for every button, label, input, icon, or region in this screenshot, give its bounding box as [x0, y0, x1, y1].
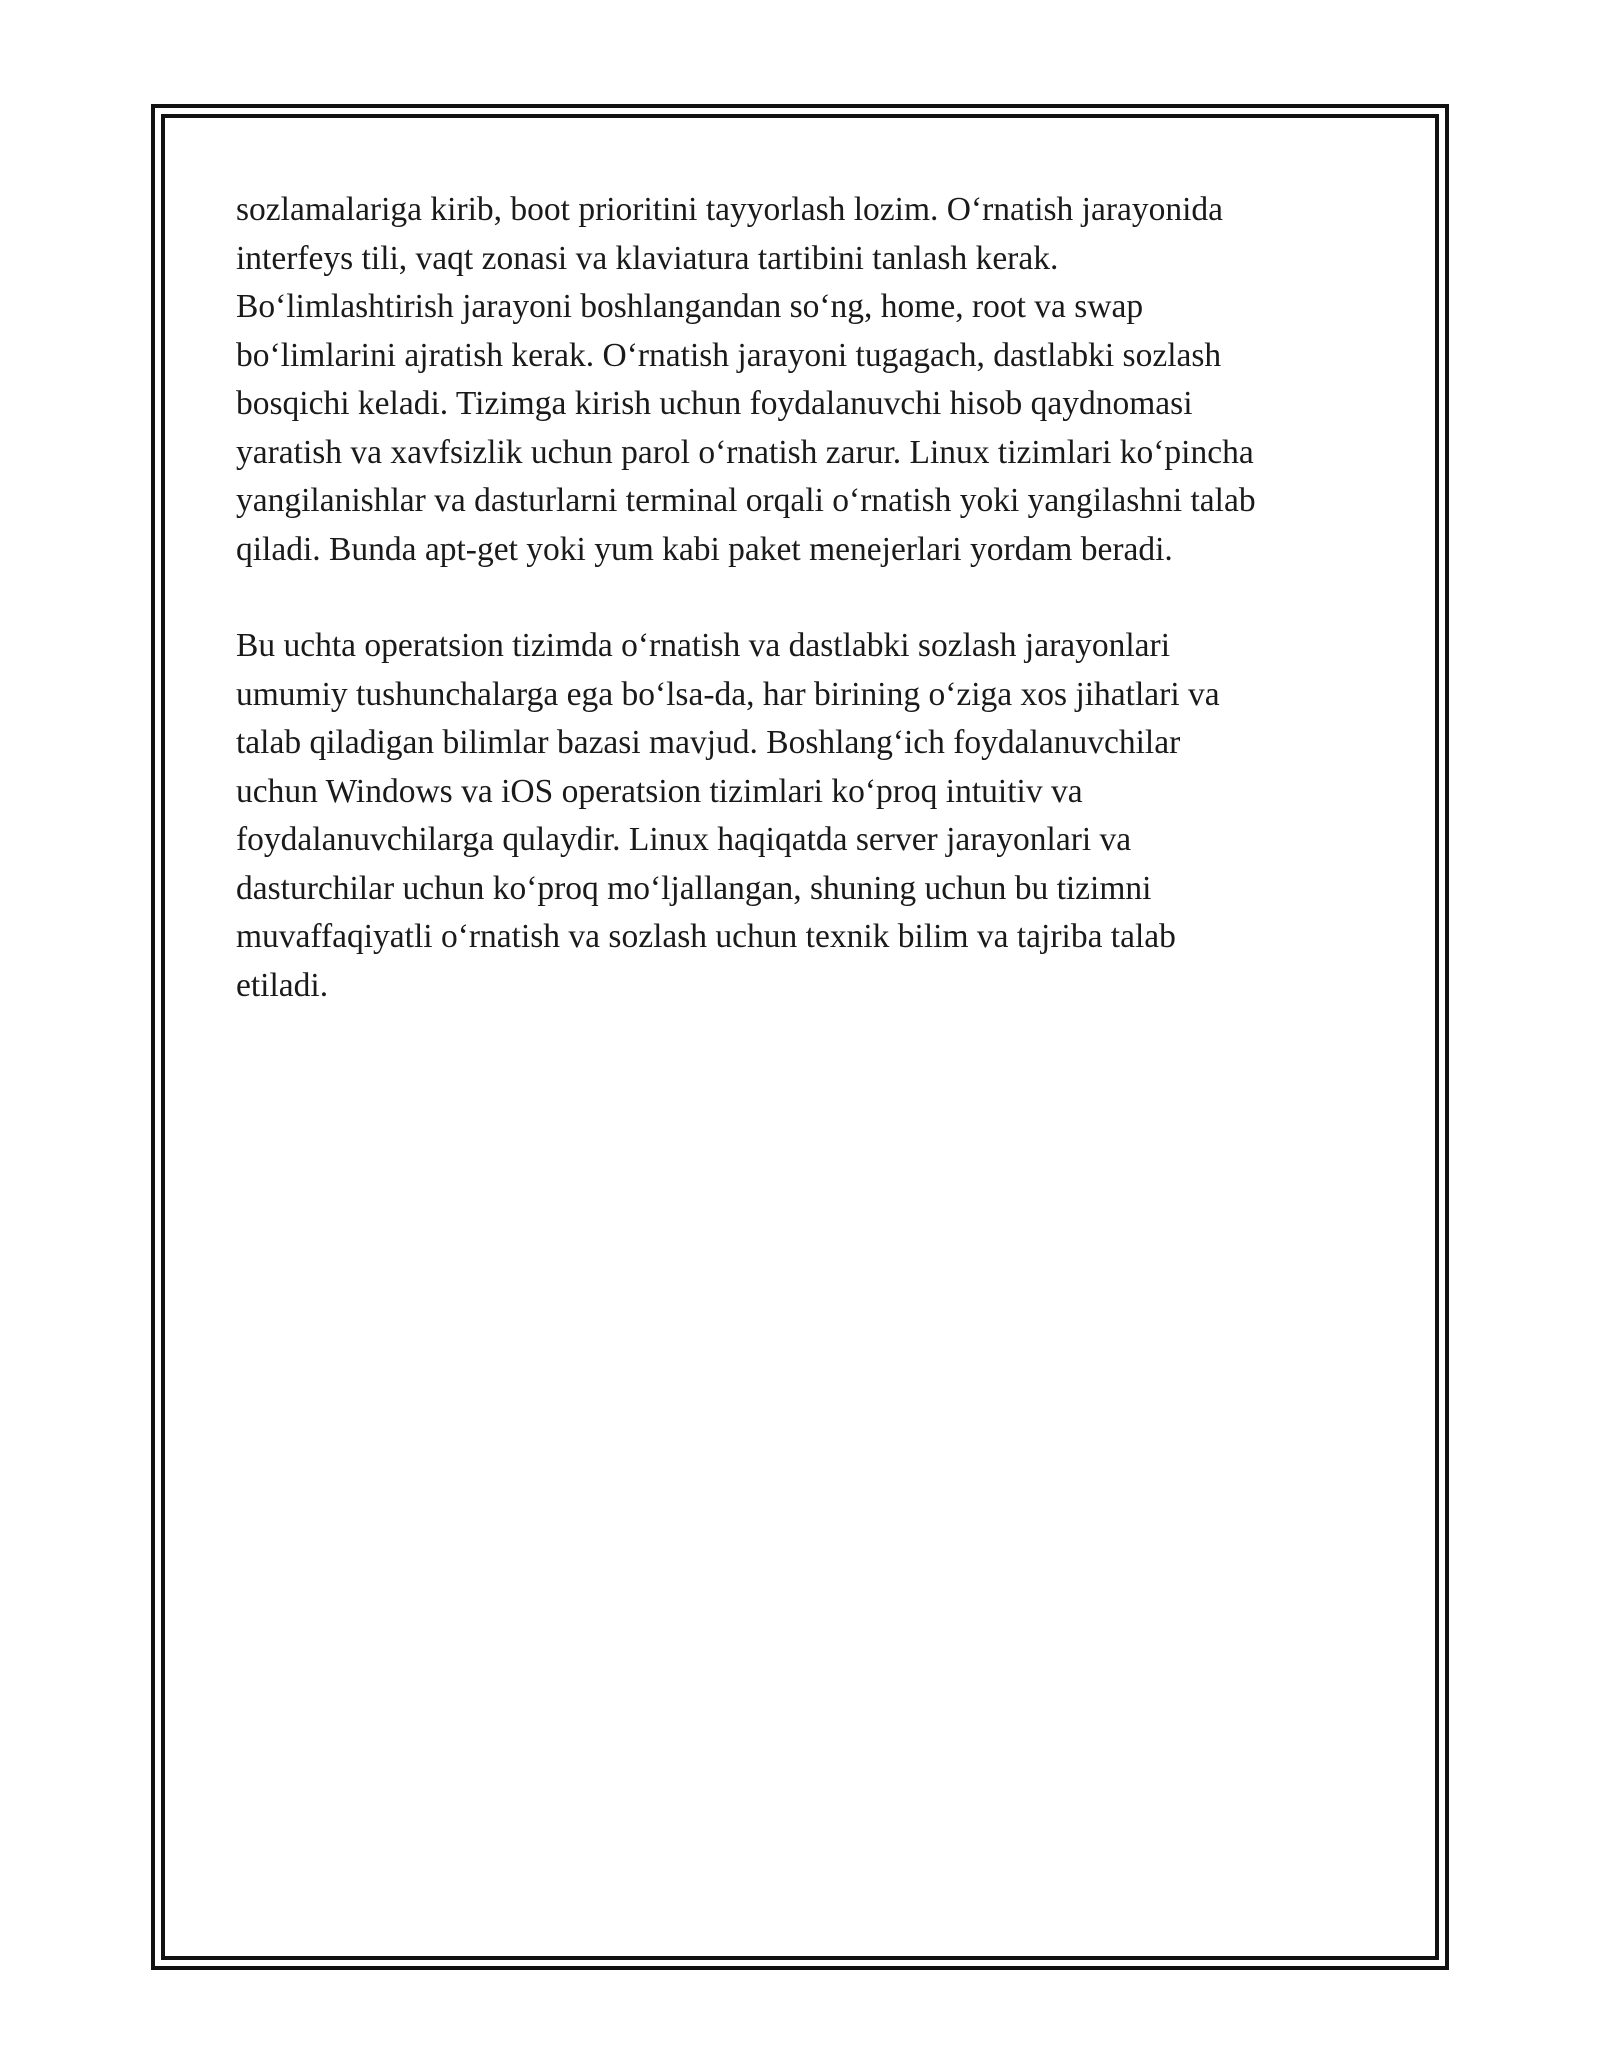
paragraph-1 — [236, 186, 1366, 574]
text-line: etiladi. — [236, 966, 329, 1004]
text-line: dasturchilar uchun ko‘proq mo‘ljallangan, shuning uchun bu tizimni — [236, 869, 1152, 907]
text-line: yangilanishlar va dasturlarni terminal orqali o‘rnatish yoki yangilashni talab — [236, 482, 1256, 519]
text-line: foydalanuvchilarga qulaydir. Linux haqiqatda server jarayonlari va — [236, 821, 1132, 858]
text-line: yaratish va xavfsizlik uchun parol o‘rnatish zarur. Linux tizimlari ko‘pincha — [236, 433, 1254, 471]
paragraph-2 — [236, 622, 1366, 1010]
text-line: bo‘limlarini ajratish kerak. O‘rnatish jarayoni tugagach, dastlabki sozlash — [236, 336, 1222, 374]
text-line: umumiy tushunchalarga ega bo‘lsa-da, har birining o‘ziga xos jihatlari va — [236, 675, 1220, 713]
text-line: sozlamalariga kirib, boot prioritini tayyorlash lozim. O‘rnatish jarayonida — [236, 191, 1224, 228]
text-line: bosqichi keladi. Tizimga kirish uchun foydalanuvchi hisob qaydnomasi — [236, 385, 1193, 422]
text-line: Bo‘limlashtirish jarayoni boshlangandan so‘ng, home, root va swap — [236, 288, 1144, 325]
document-body — [236, 186, 1366, 1058]
text-line: qiladi. Bunda apt-get yoki yum kabi paket menejerlari yordam beradi. — [236, 530, 1173, 568]
text-line: interfeys tili, vaqt zonasi va klaviatura tartibini tanlash kerak. — [236, 239, 1059, 277]
text-line: talab qiladigan bilimlar bazasi mavjud. Boshlang‘ich foydalanuvchilar — [236, 724, 1181, 761]
text-line: muvaffaqiyatli o‘rnatish va sozlash uchun texnik bilim va tajriba talab — [236, 918, 1176, 955]
text-line: Bu uchta operatsion tizimda o‘rnatish va dastlabki sozlash jarayonlari — [236, 627, 1171, 664]
text-line: uchun Windows va iOS operatsion tizimlari ko‘proq intuitiv va — [236, 772, 1083, 810]
